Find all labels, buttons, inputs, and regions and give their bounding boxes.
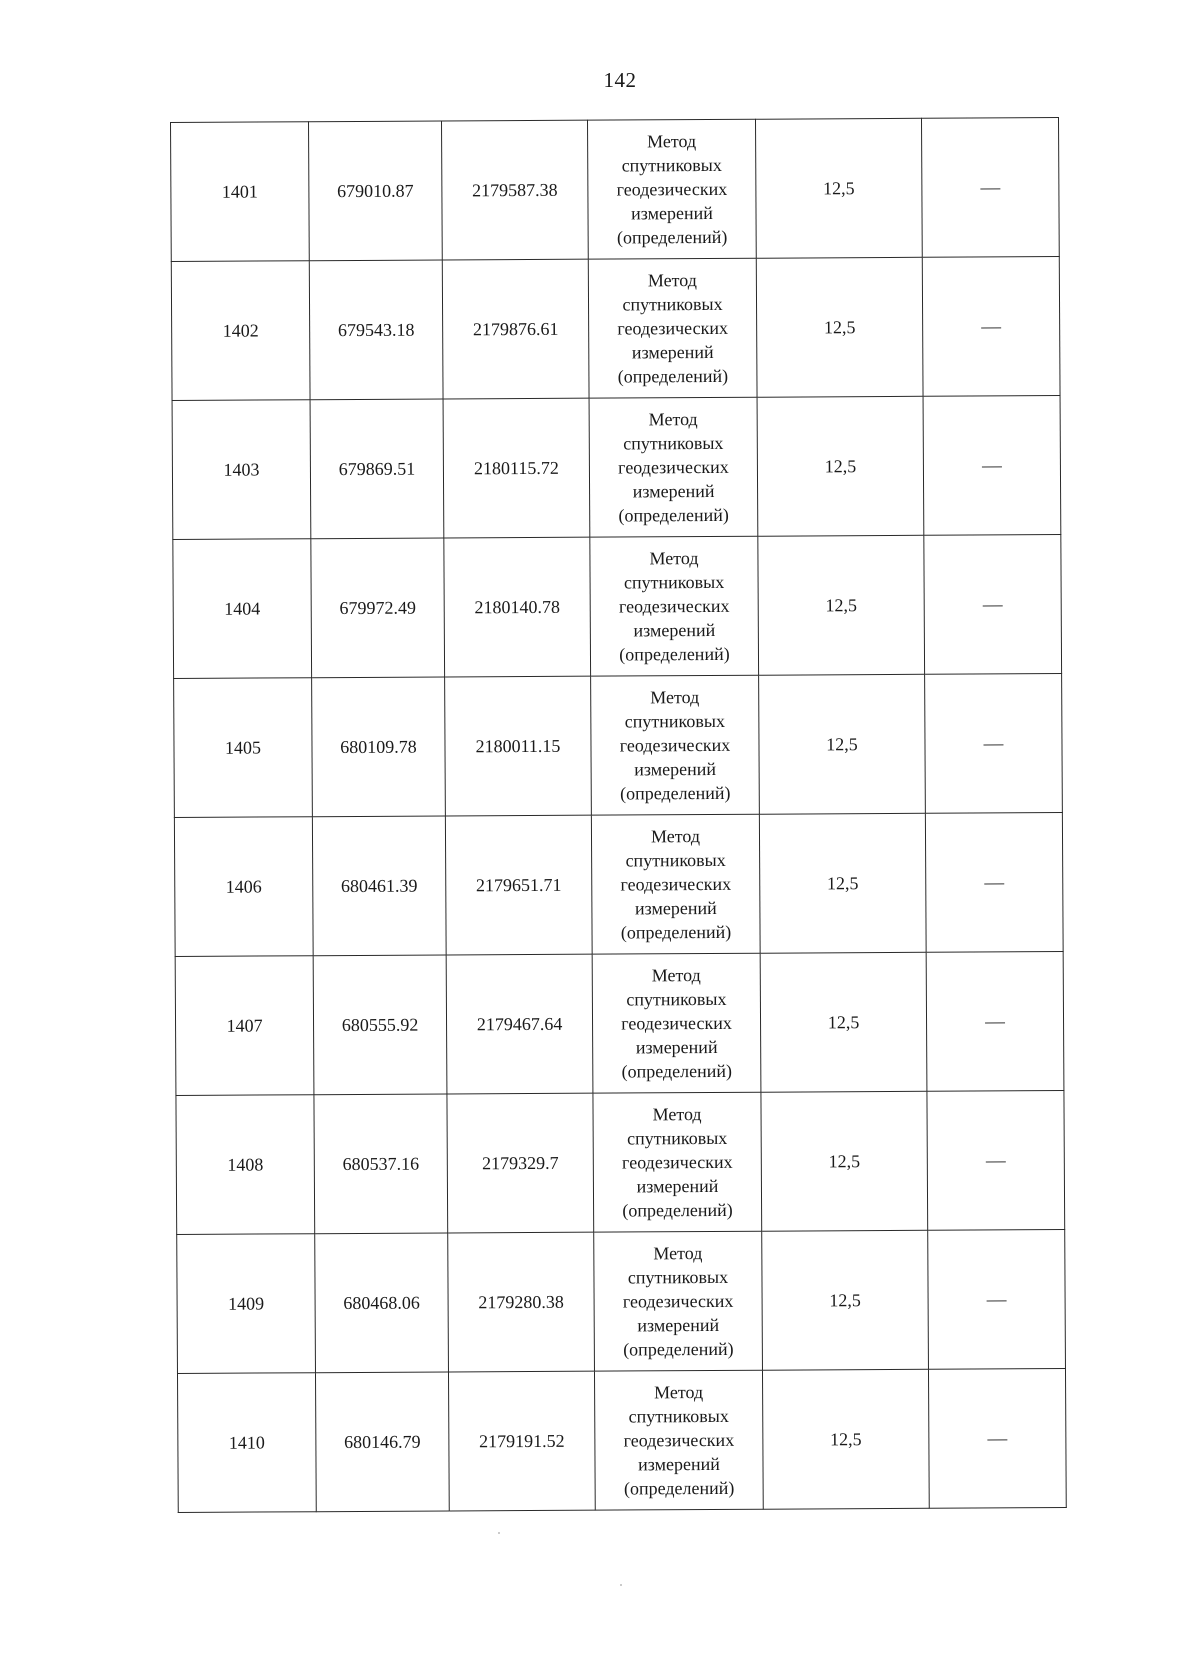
method-line: (определений)	[619, 643, 730, 665]
table-row	[171, 118, 1060, 262]
dash-mark	[983, 606, 1003, 607]
method-line: геодезических	[622, 1290, 734, 1312]
point-number-cell: 1408	[176, 1095, 315, 1235]
point-number-cell: 1402	[171, 261, 310, 401]
dash-mark	[985, 1023, 1005, 1024]
method-cell	[591, 675, 760, 815]
method-line: спутниковых	[624, 710, 726, 732]
x-coordinate-cell: 680461.39	[312, 816, 446, 956]
method-line: геодезических	[620, 873, 732, 895]
method-line: (определений)	[623, 1477, 735, 1499]
method-line: Метод	[654, 1382, 704, 1403]
method-cell	[590, 536, 759, 676]
accuracy-cell: 12,5	[762, 1230, 929, 1370]
method-cell	[594, 1370, 763, 1510]
method-line: (определений)	[620, 921, 732, 943]
accuracy-cell: 12,5	[761, 1091, 928, 1231]
method-line: (определений)	[621, 1060, 733, 1082]
x-coordinate-cell: 679543.18	[309, 260, 443, 400]
point-number-cell: 1405	[174, 678, 313, 818]
method-line: Метод	[650, 826, 701, 847]
method-line: Метод	[649, 548, 699, 569]
method-cell	[588, 258, 757, 398]
note-cell	[928, 1369, 1066, 1509]
dash-mark	[980, 189, 1000, 190]
point-number-cell: 1410	[177, 1373, 316, 1513]
table-row	[173, 535, 1062, 679]
note-cell	[926, 952, 1064, 1092]
method-line: Метод	[652, 1104, 702, 1125]
point-number-cell: 1404	[173, 539, 312, 679]
table-row	[171, 257, 1060, 401]
x-coordinate-cell: 679010.87	[309, 121, 443, 261]
method-line: измерений	[638, 1453, 720, 1475]
method-line: Метод	[651, 965, 701, 986]
point-number-cell: 1407	[175, 956, 314, 1096]
dash-mark	[983, 745, 1003, 746]
method-line: Метод	[647, 270, 697, 291]
method-line: (определений)	[617, 365, 729, 387]
method-cell	[594, 1231, 763, 1371]
method-line: измерений	[637, 1314, 720, 1336]
method-line: спутниковых	[625, 849, 726, 871]
table-body	[171, 118, 1067, 1513]
method-line: геодезических	[621, 1012, 732, 1034]
accuracy-cell: 12,5	[757, 396, 924, 536]
method-line: Метод	[650, 687, 700, 708]
page-number: 142	[603, 68, 637, 92]
table-row	[176, 1091, 1065, 1235]
method-line: геодезических	[618, 595, 730, 617]
dash-mark	[987, 1440, 1007, 1441]
dash-mark	[987, 1301, 1007, 1302]
note-cell	[921, 118, 1059, 258]
method-line: геодезических	[618, 456, 729, 478]
x-coordinate-cell: 680146.79	[315, 1372, 449, 1512]
method-cell	[589, 397, 758, 537]
accuracy-cell: 12,5	[760, 952, 927, 1092]
x-coordinate-cell: 679972.49	[311, 538, 445, 678]
dash-mark	[982, 467, 1002, 468]
method-line: спутниковых	[622, 293, 723, 315]
method-line: измерений	[633, 619, 716, 641]
x-coordinate-cell: 680109.78	[312, 677, 446, 817]
method-line: измерений	[632, 480, 715, 502]
method-line: спутниковых	[623, 571, 725, 593]
y-coordinate-cell: 2180140.78	[444, 537, 591, 677]
x-coordinate-cell: 679869.51	[310, 399, 444, 539]
accuracy-cell: 12,5	[762, 1369, 929, 1509]
point-number-cell: 1409	[177, 1234, 316, 1374]
dash-mark	[986, 1162, 1006, 1163]
note-cell	[927, 1091, 1065, 1231]
table-row	[172, 396, 1061, 540]
method-line: спутниковых	[628, 1405, 729, 1427]
method-cell	[591, 814, 760, 954]
method-line: геодезических	[616, 178, 728, 200]
point-number-cell: 1403	[172, 400, 311, 540]
y-coordinate-cell: 2179191.52	[448, 1371, 595, 1511]
table-row	[174, 813, 1063, 957]
table-row	[177, 1369, 1066, 1513]
method-line: измерений	[631, 341, 714, 363]
note-cell	[923, 396, 1061, 536]
method-line: спутниковых	[623, 432, 724, 454]
note-cell	[925, 813, 1063, 953]
method-line: геодезических	[621, 1151, 733, 1173]
scan-speck	[498, 1532, 500, 1534]
y-coordinate-cell: 2180011.15	[445, 676, 592, 816]
note-cell	[928, 1230, 1066, 1370]
method-line: спутниковых	[626, 988, 727, 1010]
y-coordinate-cell: 2179651.71	[445, 815, 592, 955]
method-line: (определений)	[616, 226, 728, 248]
method-line: геодезических	[623, 1429, 735, 1451]
y-coordinate-cell: 2180115.72	[443, 398, 590, 538]
method-cell	[592, 953, 761, 1093]
method-line: спутниковых	[627, 1127, 728, 1149]
y-coordinate-cell: 2179467.64	[446, 954, 593, 1094]
method-line: (определений)	[622, 1199, 733, 1221]
method-line: измерений	[634, 758, 717, 780]
method-line: спутниковых	[621, 154, 722, 176]
accuracy-cell: 12,5	[759, 813, 926, 953]
method-line: геодезических	[617, 317, 729, 339]
x-coordinate-cell: 680555.92	[313, 955, 447, 1095]
point-number-cell: 1406	[174, 817, 313, 957]
method-line: спутниковых	[627, 1266, 729, 1288]
method-line: (определений)	[619, 782, 731, 804]
note-cell	[925, 674, 1063, 814]
note-cell	[924, 535, 1062, 675]
method-line: Метод	[647, 131, 697, 152]
note-cell	[922, 257, 1060, 397]
coordinates-table	[170, 117, 1067, 1513]
dash-mark	[984, 884, 1004, 885]
y-coordinate-cell: 2179587.38	[441, 120, 588, 260]
method-line: Метод	[648, 409, 698, 430]
table-row	[177, 1230, 1066, 1374]
method-line: геодезических	[619, 734, 731, 756]
method-line: измерений	[634, 897, 717, 919]
coordinates-table-wrapper	[170, 117, 1066, 1513]
dash-mark	[981, 328, 1001, 329]
method-line: измерений	[631, 202, 713, 224]
table-row	[174, 674, 1063, 818]
scan-speck	[620, 1584, 622, 1586]
x-coordinate-cell: 680468.06	[315, 1233, 449, 1373]
accuracy-cell: 12,5	[759, 674, 926, 814]
y-coordinate-cell: 2179876.61	[442, 259, 589, 399]
accuracy-cell: 12,5	[755, 118, 922, 258]
point-number-cell: 1401	[171, 122, 310, 262]
y-coordinate-cell: 2179329.7	[447, 1093, 594, 1233]
method-line: измерений	[636, 1175, 719, 1197]
method-line: (определений)	[623, 1338, 734, 1360]
method-line: измерений	[635, 1036, 718, 1058]
table-row	[175, 952, 1064, 1096]
method-line: (определений)	[618, 504, 729, 526]
method-line: Метод	[653, 1243, 703, 1264]
accuracy-cell: 12,5	[758, 535, 925, 675]
method-cell	[587, 119, 756, 259]
method-cell	[593, 1092, 762, 1232]
y-coordinate-cell: 2179280.38	[448, 1232, 595, 1372]
x-coordinate-cell: 680537.16	[314, 1094, 448, 1234]
accuracy-cell: 12,5	[756, 257, 923, 397]
